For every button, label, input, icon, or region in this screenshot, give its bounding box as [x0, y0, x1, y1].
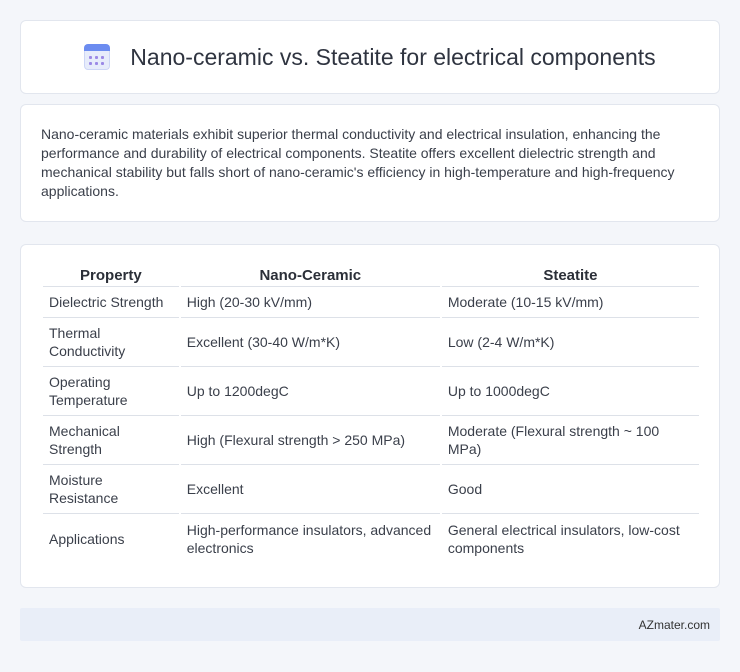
table-row: [43, 367, 699, 416]
table-row: [43, 416, 699, 465]
comparison-table: [41, 265, 701, 563]
steatite-cell: Up to 1000degC: [442, 367, 699, 416]
property-cell: Moisture Resistance: [43, 465, 179, 514]
table-row: [43, 318, 699, 367]
nano-ceramic-cell: Excellent: [181, 465, 440, 514]
steatite-cell: Moderate (10-15 kV/mm): [442, 287, 699, 318]
table-header-row: [43, 265, 699, 287]
table-row: [43, 287, 699, 318]
calendar-icon: [84, 44, 110, 70]
nano-ceramic-cell: Up to 1200degC: [181, 367, 440, 416]
steatite-cell: Low (2-4 W/m*K): [442, 318, 699, 367]
page-title: Nano-ceramic vs. Steatite for electrical components: [130, 43, 656, 70]
nano-ceramic-cell: High-performance insulators, advanced electronics: [186, 521, 432, 556]
nano-ceramic-cell: High (20-30 kV/mm): [181, 287, 440, 318]
title-card: [20, 20, 720, 94]
description-card: [20, 104, 720, 222]
table-row: [43, 465, 699, 514]
column-header-property: Property: [43, 265, 179, 287]
property-cell: Applications: [49, 530, 125, 547]
column-header-nano-ceramic: Nano-Ceramic: [181, 265, 440, 287]
table-row: [43, 514, 699, 563]
property-cell: Dielectric Strength: [43, 287, 179, 318]
nano-ceramic-cell: Excellent (30-40 W/m*K): [181, 318, 440, 367]
comparison-table-card: [20, 244, 720, 588]
property-cell: Thermal Conductivity: [43, 318, 179, 367]
steatite-cell: Good: [442, 465, 699, 514]
steatite-cell: Moderate (Flexural strength ~ 100 MPa): [442, 416, 699, 465]
property-cell: Operating Temperature: [43, 367, 179, 416]
nano-ceramic-cell: High (Flexural strength > 250 MPa): [181, 416, 440, 465]
description-text: Nano-ceramic materials exhibit superior thermal conductivity and electrical insulation, enhancing the performance and durability of electrical components. Steatite offers excellent dielectric strength and mechanical stability but falls short of nano-ceramic's efficiency in high-temperature and high-frequency applications.: [41, 126, 675, 199]
footer-brand: AZmater.com: [638, 617, 710, 632]
steatite-cell: General electrical insulators, low-cost components: [447, 521, 680, 556]
property-cell: Mechanical Strength: [43, 416, 179, 465]
footer: [20, 608, 720, 641]
column-header-steatite: Steatite: [442, 265, 699, 287]
